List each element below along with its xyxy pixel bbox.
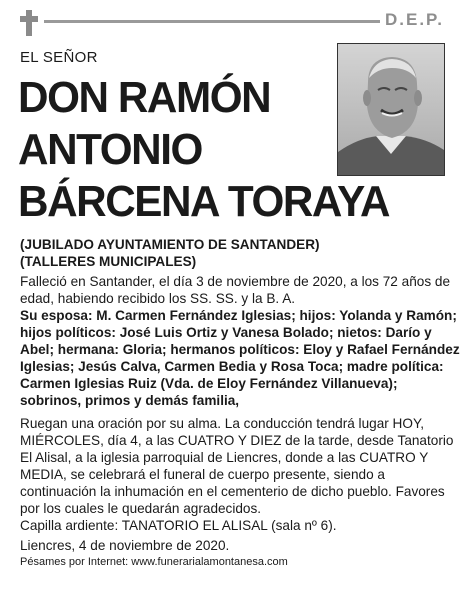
name-line-2: ANTONIO	[18, 125, 202, 174]
dep-badge: D.E.P.	[385, 10, 444, 29]
affiliation-line-1: (JUBILADO AYUNTAMIENTO DE SANTANDER)	[20, 237, 320, 252]
header-rule	[44, 20, 380, 23]
name-line-3: BÁRCENA TORAYA	[18, 177, 390, 226]
chapel-info: Capilla ardiente: TANATORIO EL ALISAL (sala nº 6).	[20, 518, 337, 533]
deceased-name	[18, 72, 389, 228]
name-line-1: DON RAMÓN	[18, 73, 271, 122]
cross-icon	[20, 10, 38, 36]
funeral-details: Ruegan una oración por su alma. La conducción tendrá lugar HOY, MIÉRCOLES, día 4, a las CUATRO Y DIEZ de la tarde, desde Tanatorio El Alisal, a la iglesia parroquial de Liencres, donde a las CUATRO Y MEDIA, se celebrará el funeral de cuerpo presente, siendo a continuación la inhumación en el cementerio de dicho pueblo. Favores por los cuales le quedarán agradecidos.	[20, 416, 454, 516]
affiliation-line-2: (TALLERES MUNICIPALES)	[20, 254, 197, 269]
death-announcement: Falleció en Santander, el día 3 de noviembre de 2020, a los 72 años de edad, habiendo recibido los SS. SS. y la B. A.	[20, 274, 451, 306]
place-date: Liencres, 4 de noviembre de 2020.	[20, 538, 230, 553]
condolences-website: Pésames por Internet: www.funerarialamontanesa.com	[20, 556, 288, 568]
notice-body	[20, 236, 460, 569]
honorific: EL SEÑOR	[20, 49, 98, 66]
family-list: Su esposa: M. Carmen Fernández Iglesias; hijos: Yolanda y Ramón; hijos políticos: José Luis Ortiz y Vanesa Bolado; nietos: Darío y Abel; hermana: Gloria; hermanos políticos: Eloy y Rafael Fernández Iglesias; Jesús Calva, Carmen Bedia y Rosa Toca; madre política: Carmen Iglesias Ruiz (Vda. de Eloy Fernández Villanueva); sobrinos, primos y demás familia,	[20, 308, 460, 408]
portrait-photo	[337, 43, 445, 176]
